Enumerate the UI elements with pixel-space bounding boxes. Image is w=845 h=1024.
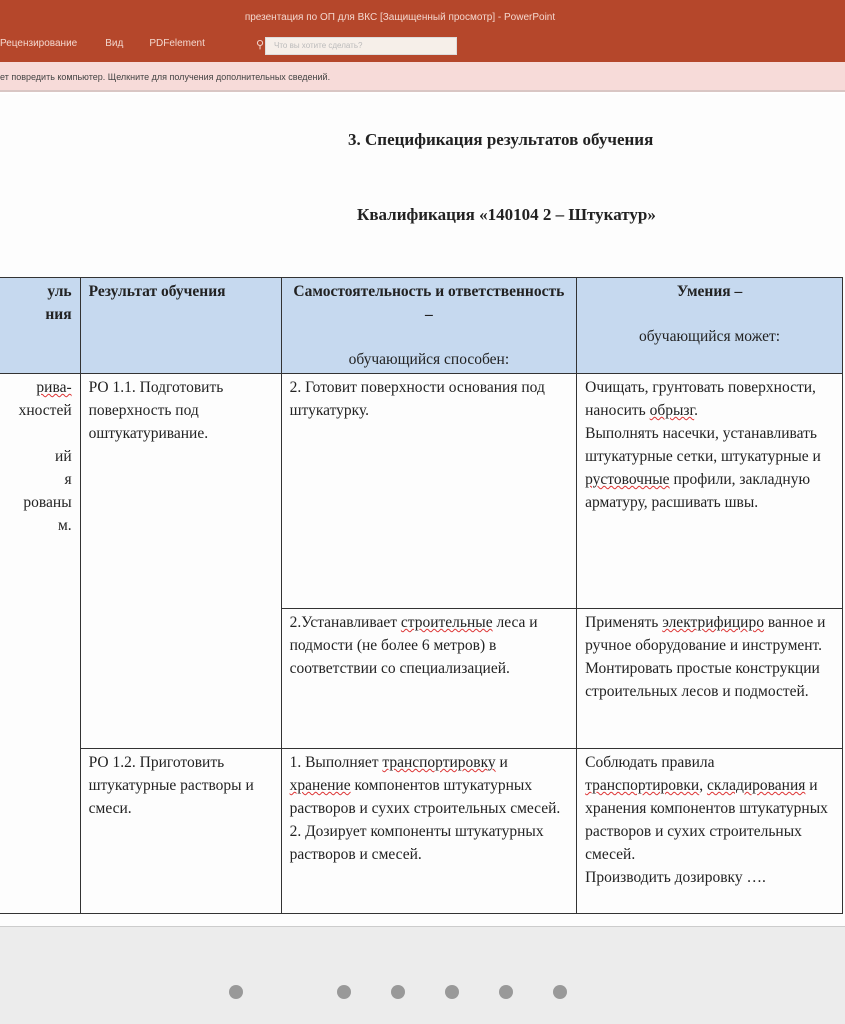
pagination-dot[interactable] [337,985,351,999]
pagination-dot[interactable] [553,985,567,999]
skills-cell: Очищать, грунтовать поверхности, наносить обрызг. Выполнять насечки, устанавливать штукатурные сетки, штукатурные и рустовочные профили, закладную арматуру, расшивать швы. [577,374,843,609]
qualification-heading: Квалификация «140104 2 – Штукатур» [357,205,656,224]
header-result: Результат обучения [80,278,281,374]
pagination-dot[interactable] [445,985,459,999]
status-area [0,926,845,1024]
pagination-dot[interactable] [391,985,405,999]
window-title: презентация по ОП для ВКС [Защищенный просмотр] - PowerPoint [244,12,556,23]
table-row [0,374,843,609]
skills-cell: Применять электрифициро ванное и ручное оборудование и инструмент. Монтировать простые конструкции строительных лесов и подмостей. [577,609,843,749]
table-row [0,749,843,914]
section-heading: 3. Спецификация результатов обучения [348,130,654,149]
title-bar [0,0,845,62]
spec-table [0,277,843,914]
pagination-dot[interactable] [229,985,243,999]
tab-view[interactable]: Вид [105,38,124,49]
lightbulb-icon: ⚲ [256,39,265,51]
responsibility-cell: 1. Выполняет транспортировку и хранение компонентов штукатурных растворов и сухих строительных смесей. 2. Дозирует компоненты штукатурных растворов и смесей. [281,749,577,914]
responsibility-cell: 2.Устанавливает строительные леса и подмости (не более 6 метров) в соответствии со специализацией. [281,609,577,749]
protected-view-message: ет повредить компьютер. Щелкните для получения дополнительных сведений. [0,72,331,82]
table-header-row [0,278,843,374]
header-module: уль ния [0,278,80,374]
result-cell: РО 1.1. Подготовить поверхность под оштукатуривание. [80,374,281,749]
ribbon-tabs [0,38,205,49]
tab-review[interactable]: Рецензирование [0,38,78,49]
module-cell: рива- хностей ий я рованы м. [0,374,80,914]
pagination-dot[interactable] [499,985,513,999]
protected-view-bar[interactable] [0,62,845,92]
responsibility-cell: 2. Готовит поверхности основания под штукатурку. [281,374,577,609]
skills-cell: Соблюдать правила транспортировки, складирования и хранения компонентов штукатурных растворов и сухих строительных смесей. Производить дозировку …. [577,749,843,914]
result-cell: РО 1.2. Приготовить штукатурные растворы и смеси. [80,749,281,914]
tell-me-input[interactable]: Что вы хотите сделать? [265,37,457,55]
header-skills: Умения – обучающийся может: [577,278,843,374]
tab-pdfelement[interactable]: PDFelement [149,38,205,49]
header-responsibility: Самостоятельность и ответственность – обучающийся способен: [281,278,577,374]
